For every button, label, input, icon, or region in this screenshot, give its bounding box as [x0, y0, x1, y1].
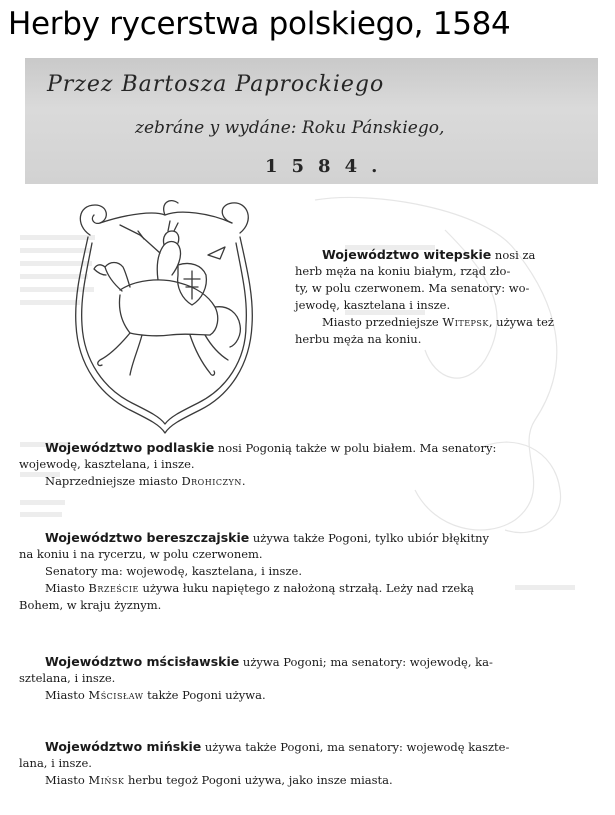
podlaskie-city-line: Naprzedniejsze miasto Drohiczyn.: [45, 474, 246, 488]
page-title: Herby rycerstwa polskiego, 1584: [8, 6, 511, 42]
banner-year-line: 1584.: [265, 156, 392, 177]
witepskie-line-4: jewodę, kasztelana i insze.: [295, 298, 451, 312]
bereszczajskie-line-1: Województwo bereszczajskie używa także Pogoni, tylko ubiór błękitny: [45, 530, 489, 545]
city-name-brzescie: Brzeście: [88, 581, 139, 595]
witepskie-line-6: herbu męża na koniu.: [295, 332, 422, 346]
bereszczajskie-line-5: Bohem, w kraju żyznym.: [19, 598, 162, 612]
city-name-witepsk: Witepsk: [442, 315, 489, 329]
minskie-city-line: Miasto Mińsk herbu tegoż Pogoni używa, jako insze miasta.: [45, 773, 393, 787]
witepskie-city-line: Miasto przedniejsze Witepsk, używa też: [322, 315, 554, 329]
mscislawskie-line-1: Województwo mścisławskie używa Pogoni; ma senatory: wojewodę, ka-: [45, 654, 493, 669]
witepskie-line-2: herb męża na koniu białym, rząd zło-: [295, 264, 511, 278]
mscislawskie-city-line: Miasto Mścisław także Pogoni używa.: [45, 688, 266, 702]
coat-of-arms-pogon-illustration: [60, 195, 270, 435]
podlaskie-heading: Województwo podlaskie: [45, 440, 215, 455]
city-name-minsk: Mińsk: [88, 773, 125, 787]
podlaskie-line-2: wojewodę, kasztelana, i insze.: [19, 457, 195, 471]
banner-author-line: Przez Bartosza Paprockiego: [47, 72, 385, 97]
bereszczajskie-line-3: Senatory ma: wojewodę, kasztelana, i insze.: [45, 564, 302, 578]
mscislawskie-line-2: sztelana, i insze.: [19, 671, 116, 685]
witepskie-line-3: ty, w polu czerwonem. Ma senatory: wo-: [295, 281, 530, 295]
bereszczajskie-heading: Województwo bereszczajskie: [45, 530, 250, 545]
bereszczajskie-line-2: na koniu i na rycerzu, w polu czerwonem.: [19, 547, 263, 561]
minskie-heading: Województwo mińskie: [45, 739, 202, 754]
podlaskie-line-1: Województwo podlaskie nosi Pogonią także w polu białem. Ma senatory:: [45, 440, 497, 455]
banner-edition-line: zebráne y wydáne: Roku Pánskiego,: [135, 118, 445, 138]
witepskie-line-1: Województwo witepskie nosi za: [322, 247, 536, 262]
minskie-line-1: Województwo mińskie używa także Pogoni, ma senatory: wojewodę kaszte-: [45, 739, 510, 754]
minskie-line-2: lana, i insze.: [19, 756, 92, 770]
mscislawskie-heading: Województwo mścisławskie: [45, 654, 240, 669]
book-title-banner: [25, 58, 598, 184]
witepskie-heading: Województwo witepskie: [322, 247, 492, 262]
city-name-mscislaw: Mścisław: [88, 688, 144, 702]
city-name-drohiczyn: Drohiczyn: [181, 474, 242, 488]
bereszczajskie-city-line: Miasto Brzeście używa łuku napiętego z nałożoną strzałą. Leży nad rzeką: [45, 581, 475, 595]
